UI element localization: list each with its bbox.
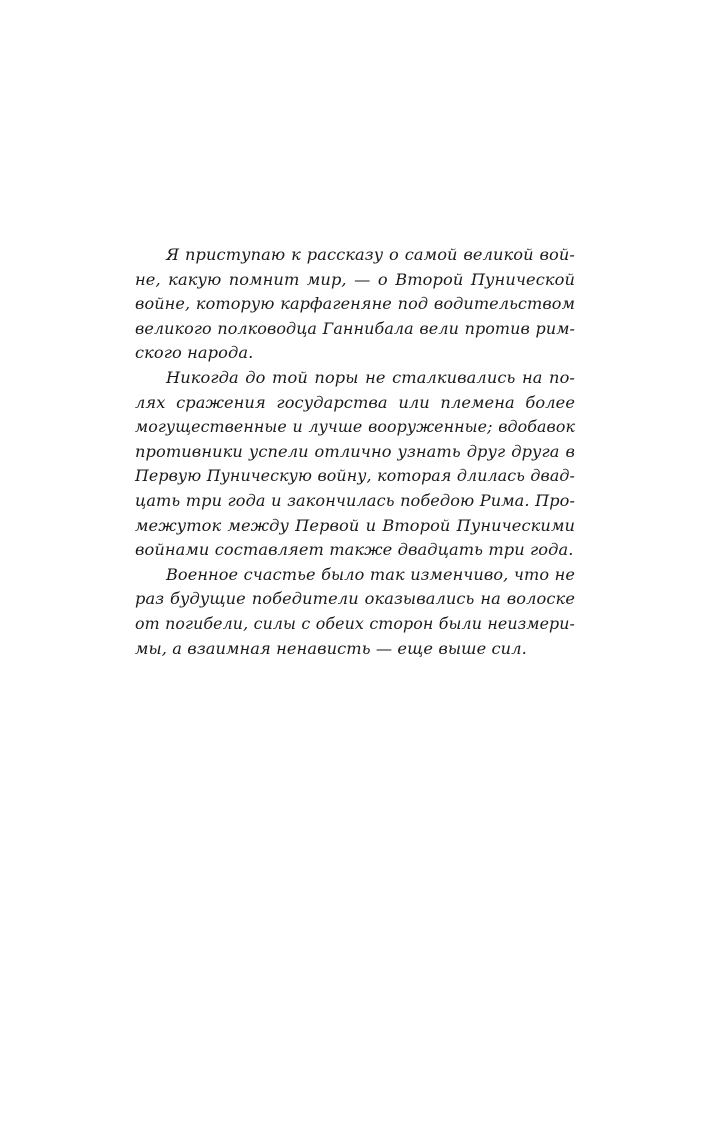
text-line: великого полководца Ганнибала вели против рим- <box>135 318 575 338</box>
text-line: мы, а взаимная ненависть — еще выше сил. <box>135 638 527 658</box>
text-line: ского народа. <box>135 343 254 363</box>
text-line: лях сражения государства или племена более <box>135 392 575 412</box>
text-line: противники успели отлично узнать друг друга в <box>135 441 575 461</box>
text-line: Военное счастье было так изменчиво, что не <box>166 564 575 584</box>
text-line: Никогда до той поры не сталкивались на по- <box>166 367 575 387</box>
paragraph-3 <box>135 563 575 661</box>
text-line: Первую Пуническую войну, которая длилась двад- <box>135 466 575 486</box>
text-line: раз будущие победители оказывались на волоске <box>135 589 575 609</box>
text-line: не, какую помнит мир, — о Второй Пунической <box>135 269 575 289</box>
text-line: войнами составляет также двадцать три года. <box>135 540 574 560</box>
text-line: межуток между Первой и Второй Пуническими <box>135 515 575 535</box>
text-line: Я приступаю к рассказу о самой великой вой- <box>166 245 575 264</box>
text-line: от погибели, силы с обеих сторон были неизмери- <box>135 613 575 633</box>
text-line: войне, которую карфагеняне под водительством <box>135 294 575 314</box>
text-line: могущественные и лучше вооруженные; вдобавок <box>135 417 575 437</box>
body-text <box>135 243 575 661</box>
paragraph-2 <box>135 366 575 563</box>
text-line: цать три года и закончилась победою Рима. Про- <box>135 490 575 510</box>
paragraph-1 <box>135 243 575 366</box>
